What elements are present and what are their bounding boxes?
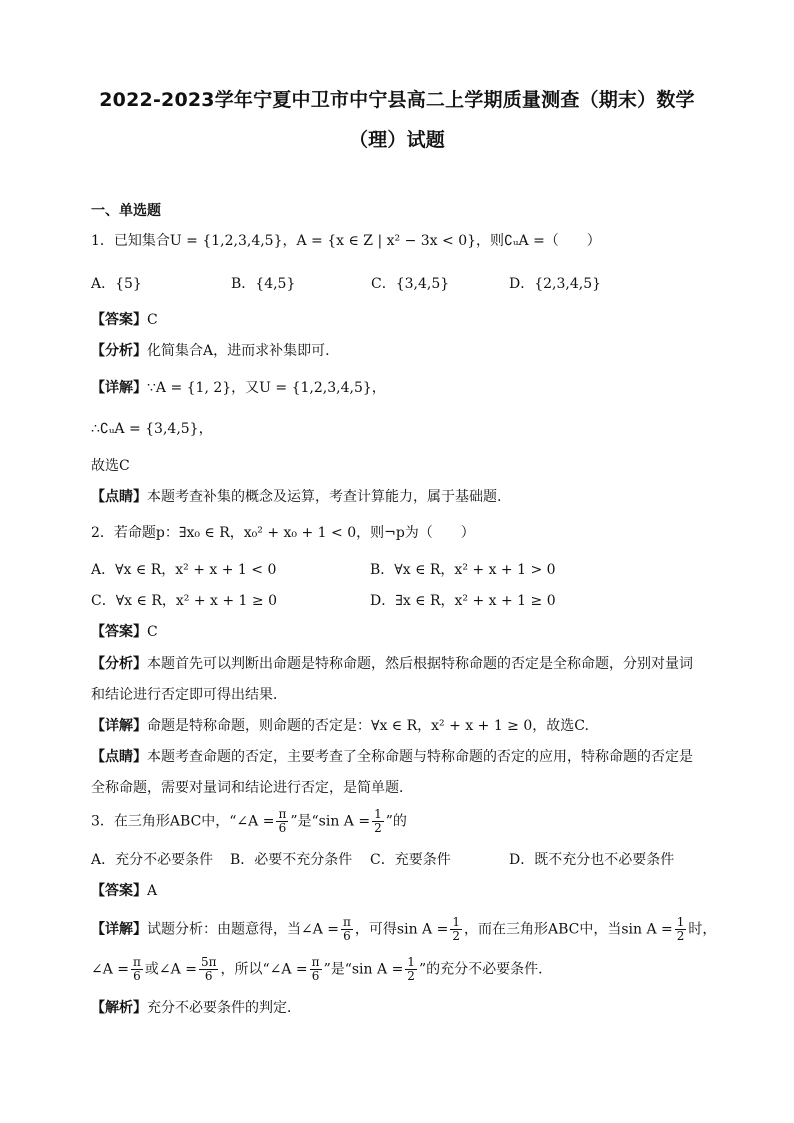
q1-detail-2: ∴∁ᵤA = {3,4,5}， [91, 421, 213, 437]
detail-text: 命题是特称命题，则命题的否定是：∀x ∈ R，x² + x + 1 ≥ 0，故选C. [147, 718, 589, 734]
fraction-pi-over-6 [131, 956, 143, 983]
numerator: 5π [200, 955, 217, 969]
denominator: 6 [343, 929, 351, 943]
detail-tag: 【详解】 [91, 718, 147, 734]
section-heading: 一、单选题 [91, 203, 161, 219]
q2-comment-2: 全称命题，需要对量词和结论进行否定，是简单题． [91, 780, 413, 796]
q3-stem-part: 3．在三角形ABC中，“∠A = [91, 813, 275, 830]
analysis-tag: 【分析】 [91, 656, 147, 672]
answer-tag: 【答案】 [91, 312, 147, 328]
fraction-one-half [372, 808, 384, 835]
comment-tag: 【点睛】 [91, 749, 147, 765]
fraction-one-half [450, 916, 462, 943]
q3-option-a: A．充分不必要条件 [91, 852, 214, 868]
denominator: 2 [407, 969, 415, 983]
fraction-one-half [405, 956, 417, 983]
q3-option-d: D．既不充分也不必要条件 [509, 852, 675, 868]
denominator: 6 [133, 969, 141, 983]
denominator: 6 [204, 969, 213, 983]
q3-detail-part: ，所以“∠A = [220, 961, 308, 978]
q1-analysis [91, 341, 734, 361]
fraction-pi-over-6 [276, 808, 288, 835]
numerator: 1 [374, 807, 382, 821]
detail-tag: 【详解】 [91, 921, 147, 938]
page-title-line1: 2022-2023学年宁夏中卫市中宁县高二上学期质量测查（期末）数学 [99, 89, 695, 111]
q3-answer [91, 881, 734, 901]
answer-tag: 【答案】 [91, 883, 147, 899]
q3-stem-part: ”是“sin A = [290, 813, 371, 830]
q3-stem-part: ”的 [385, 813, 407, 830]
q3-detail-1 [91, 916, 734, 943]
q1-detail-1 [91, 378, 734, 398]
q3-detail-part: ∠A = [91, 961, 130, 978]
numerator: 1 [452, 915, 460, 929]
answer-tag: 【答案】 [91, 624, 147, 640]
fraction-pi-over-6 [310, 956, 322, 983]
numerator: π [311, 955, 320, 969]
comment-text: 本题考查命题的否定，主要考查了全称命题与特称命题的否定的应用，特称命题的否定是 [147, 749, 693, 765]
q3-detail-part: ，而在三角形ABC中，当sin A = [463, 921, 673, 938]
fraction-pi-over-6 [341, 916, 353, 943]
denominator: 2 [374, 821, 382, 835]
page-title-line2: （理）试题 [348, 129, 445, 151]
comment-text: 本题考查补集的概念及运算，考查计算能力，属于基础题. [147, 489, 502, 505]
analysis-text: 化简集合A，进而求补集即可. [147, 343, 330, 359]
q2-analysis-1 [91, 654, 734, 674]
analysis-tag: 【分析】 [91, 343, 147, 359]
numerator: 1 [407, 955, 415, 969]
q3-detail-part: 试题分析：由题意得，当∠A = [147, 921, 340, 938]
q3-option-c: C．充要条件 [370, 852, 451, 868]
fraction-5pi-over-6 [199, 956, 219, 983]
q1-option-a: A．{5} [91, 276, 142, 292]
q3-option-b: B．必要不充分条件 [230, 852, 353, 868]
q3-detail-part: 时， [688, 921, 717, 938]
numerator: π [278, 807, 287, 821]
q3-detail-2 [91, 956, 734, 983]
q1-option-b: B．{4,5} [231, 276, 296, 292]
question-1-stem: 1．已知集合U = {1,2,3,4,5}，A = {x ∈ Z | x² − 3x < 0}，则∁ᵤA =（ ） [91, 233, 601, 249]
q3-detail-part: ，可得sin A = [354, 921, 449, 938]
comment-tag: 【点睛】 [91, 489, 147, 505]
q2-option-d: D．∃x ∈ R，x² + x + 1 ≥ 0 [370, 593, 556, 609]
denominator: 6 [311, 969, 320, 983]
q1-detail-3: 故选C [91, 458, 130, 474]
numerator: π [343, 915, 351, 929]
denominator: 2 [452, 929, 460, 943]
q3-jiexi [91, 998, 734, 1018]
fraction-one-half [675, 916, 687, 943]
jiexi-tag: 【解析】 [91, 1000, 147, 1016]
q2-comment-1 [91, 747, 734, 767]
answer-value: C [147, 312, 158, 328]
numerator: 1 [676, 915, 685, 929]
q3-detail-part: ”是“sin A = [323, 961, 404, 978]
q2-option-c: C．∀x ∈ R，x² + x + 1 ≥ 0 [91, 593, 277, 609]
q1-option-c: C．{3,4,5} [371, 276, 450, 292]
detail-text: ∵A = {1, 2}，又U = {1,2,3,4,5}， [147, 380, 386, 396]
analysis-text: 本题首先可以判断出命题是特称命题，然后根据特称命题的否定是全称命题，分别对量词 [147, 656, 693, 672]
q2-option-a: A．∀x ∈ R，x² + x + 1 < 0 [91, 562, 277, 578]
q2-detail [91, 716, 734, 736]
answer-value: A [147, 883, 158, 899]
q1-option-d: D．{2,3,4,5} [509, 276, 602, 292]
question-3-stem [91, 808, 734, 835]
q2-answer [91, 622, 734, 642]
q2-option-b: B．∀x ∈ R，x² + x + 1 > 0 [370, 562, 556, 578]
q3-detail-part: 或∠A = [144, 961, 197, 978]
q3-detail-part: ”的充分不必要条件． [418, 961, 553, 978]
q2-analysis-2: 和结论进行否定即可得出结果． [91, 687, 287, 703]
q1-comment [91, 487, 734, 507]
answer-value: C [147, 624, 158, 640]
jiexi-text: 充分不必要条件的判定． [147, 1000, 301, 1016]
question-2-stem: 2．若命题p：∃x₀ ∈ R，x₀² + x₀ + 1 < 0，则¬p为（ ） [91, 525, 475, 541]
denominator: 2 [676, 929, 685, 943]
numerator: π [133, 955, 141, 969]
detail-tag: 【详解】 [91, 380, 147, 396]
q1-answer [91, 310, 734, 330]
denominator: 6 [278, 821, 287, 835]
